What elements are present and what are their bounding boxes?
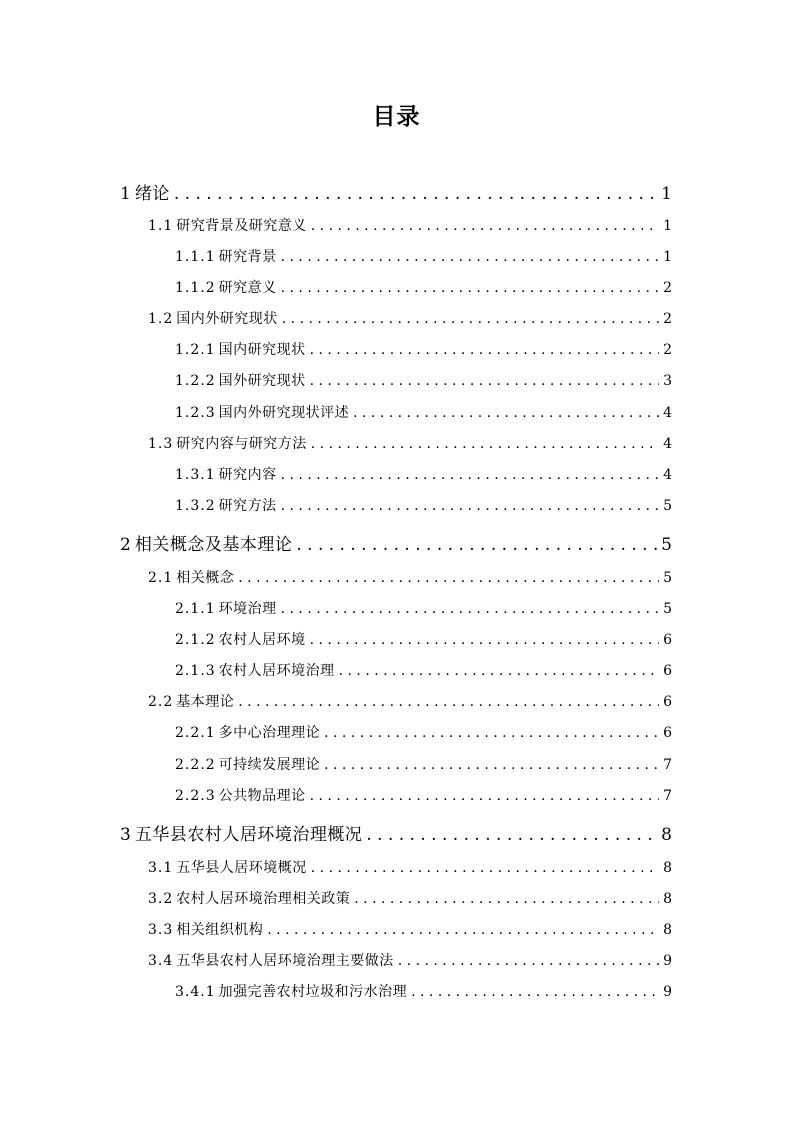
- toc-entry-number: 1.2.3: [175, 405, 216, 421]
- toc-dot-leader: [411, 984, 659, 1000]
- toc-page-number: 7: [663, 757, 672, 773]
- toc-dot-leader: [366, 825, 657, 845]
- toc-entry-title: 公共物品理论: [218, 788, 306, 804]
- toc-entry-level3[interactable]: [175, 981, 672, 1005]
- toc-entry-number: 2.2.3: [175, 788, 216, 804]
- toc-page-number: 2: [663, 311, 672, 327]
- toc-entry-title: 五华县农村人居环境治理主要做法: [176, 953, 394, 969]
- toc-entry-number: 1.1.1: [175, 249, 216, 265]
- toc-dot-leader: [281, 467, 659, 483]
- toc-entry-title: 国内外研究现状评述: [218, 405, 350, 421]
- toc-page-number: 4: [663, 405, 672, 421]
- toc-entry-title: 农村人居环境治理: [218, 663, 335, 679]
- toc-dot-leader: [324, 725, 659, 741]
- toc-entry-level2[interactable]: [148, 888, 672, 912]
- toc-dot-leader: [310, 788, 659, 804]
- toc-dot-leader: [310, 373, 659, 389]
- toc-dot-leader: [324, 757, 659, 773]
- toc-page-number: 4: [663, 467, 672, 483]
- toc-entry-number: 2.1.2: [175, 632, 216, 648]
- toc-entry-level3[interactable]: [175, 402, 672, 426]
- toc-entry-number: 3.1: [148, 860, 174, 876]
- toc-entry-number: 2.1.3: [175, 663, 216, 679]
- toc-dot-leader: [311, 218, 659, 234]
- toc-entry-level1[interactable]: [120, 179, 672, 207]
- toc-page-number: 6: [663, 694, 672, 710]
- toc-entry-level3[interactable]: [175, 660, 672, 684]
- toc-entry-title: 研究意义: [218, 280, 277, 296]
- toc-dot-leader: [311, 436, 659, 452]
- toc-page-number: 5: [663, 570, 672, 586]
- toc-entry-level3[interactable]: [175, 246, 672, 270]
- toc-dot-leader: [281, 498, 659, 514]
- toc-page-number: 1: [663, 218, 672, 234]
- toc-dot-leader: [238, 694, 659, 710]
- toc-entry-title: 加强完善农村垃圾和污水治理: [218, 984, 408, 1000]
- toc-page-number: 6: [663, 663, 672, 679]
- toc-entry-title: 相关概念及基本理论: [134, 535, 293, 555]
- toc-dot-leader: [353, 405, 659, 421]
- toc-entry-title: 相关概念: [176, 570, 235, 586]
- toc-entry-number: 2.2: [148, 694, 174, 710]
- toc-entry-number: 1.1: [148, 218, 174, 234]
- toc-entry-number: 3.4: [148, 953, 174, 969]
- toc-page-number: 6: [663, 632, 672, 648]
- toc-entry-level1[interactable]: [120, 820, 672, 848]
- toc-entry-title: 研究背景及研究意义: [176, 218, 307, 234]
- toc-page-number: 6: [663, 725, 672, 741]
- toc-page-number: 9: [663, 984, 672, 1000]
- toc-dot-leader: [311, 860, 659, 876]
- toc-entry-number: 2.1: [148, 570, 174, 586]
- toc-entry-level1[interactable]: [120, 530, 672, 558]
- toc-entry-title: 农村人居环境: [218, 632, 306, 648]
- toc-entry-level2[interactable]: [148, 919, 672, 943]
- toc-entry-number: 3.2: [148, 891, 174, 907]
- toc-entry-number: 1.1.2: [175, 280, 216, 296]
- toc-page-number: 2: [663, 280, 672, 296]
- toc-entry-level2[interactable]: [148, 308, 672, 332]
- toc-entry-number: 1.3.1: [175, 467, 216, 483]
- toc-entry-title: 研究方法: [218, 498, 277, 514]
- toc-entry-number: 2.1.1: [175, 601, 216, 617]
- toc-dot-leader: [281, 249, 659, 265]
- toc-entry-level3[interactable]: [175, 370, 672, 394]
- toc-dot-leader: [339, 663, 659, 679]
- toc-entry-title: 可持续发展理论: [218, 757, 321, 773]
- toc-page-number: 8: [663, 891, 672, 907]
- toc-entry-number: 1.2.2: [175, 373, 216, 389]
- toc-page-number: 1: [661, 184, 672, 204]
- toc-page-number: 5: [663, 498, 672, 514]
- toc-entry-title: 环境治理: [218, 601, 277, 617]
- toc-entry-number: 1.3: [148, 436, 174, 452]
- toc-entry-title: 农村人居环境治理相关政策: [176, 891, 351, 907]
- toc-dot-leader: [310, 342, 659, 358]
- toc-dot-leader: [398, 953, 659, 969]
- toc-page-number: 9: [663, 953, 672, 969]
- toc-entry-number: 2.2.1: [175, 725, 216, 741]
- toc-entry-title: 五华县人居环境概况: [176, 860, 307, 876]
- toc-page-number: 7: [663, 788, 672, 804]
- toc-entry-title: 多中心治理理论: [218, 725, 321, 741]
- toc-entry-level3[interactable]: [175, 754, 672, 778]
- toc-entry-title: 绪论: [134, 184, 170, 204]
- toc-dot-leader: [310, 632, 659, 648]
- toc-entry-number: 2: [120, 535, 132, 555]
- toc-entry-title: 研究内容与研究方法: [176, 436, 307, 452]
- toc-entry-number: 1.2.1: [175, 342, 216, 358]
- toc-entry-level2[interactable]: [148, 215, 672, 239]
- toc-entry-number: 1: [120, 184, 132, 204]
- toc-dot-leader: [281, 601, 659, 617]
- toc-page-number: 8: [663, 922, 672, 938]
- toc-page-number: 2: [663, 342, 672, 358]
- toc-entry-level3[interactable]: [175, 598, 672, 622]
- toc-dot-leader: [238, 570, 659, 586]
- toc-entry-title: 国内外研究现状: [176, 311, 278, 327]
- toc-entry-number: 1.2: [148, 311, 174, 327]
- toc-dot-leader: [296, 535, 657, 555]
- toc-entry-number: 2.2.2: [175, 757, 216, 773]
- toc-entry-level3[interactable]: [175, 785, 672, 809]
- toc-dot-leader: [267, 922, 659, 938]
- page-title: 目录: [372, 104, 421, 130]
- toc-dot-leader: [282, 311, 659, 327]
- toc-entry-level2[interactable]: [148, 950, 672, 974]
- toc-entry-level3[interactable]: [175, 722, 672, 746]
- toc-page-number: 8: [663, 860, 672, 876]
- toc-entry-number: 3.3: [148, 922, 174, 938]
- toc-entry-title: 五华县农村人居环境治理概况: [134, 825, 363, 845]
- toc-entry-number: 3: [120, 825, 132, 845]
- toc-entry-title: 研究内容: [218, 467, 277, 483]
- toc-dot-leader: [281, 280, 659, 296]
- toc-entry-level2[interactable]: [148, 691, 672, 715]
- toc-page-number: 5: [663, 601, 672, 617]
- toc-entry-title: 基本理论: [176, 694, 235, 710]
- toc-entry-title: 相关组织机构: [176, 922, 264, 938]
- toc-entry-level2[interactable]: [148, 567, 672, 591]
- toc-dot-leader: [174, 184, 657, 204]
- toc-entry-number: 3.4.1: [175, 984, 216, 1000]
- toc-entry-level3[interactable]: [175, 339, 672, 363]
- toc-entry-title: 国外研究现状: [218, 373, 306, 389]
- toc-entry-level3[interactable]: [175, 495, 672, 519]
- toc-entry-level3[interactable]: [175, 464, 672, 488]
- toc-entry-level2[interactable]: [148, 857, 672, 881]
- toc-dot-leader: [354, 891, 659, 907]
- toc-entry-level3[interactable]: [175, 629, 672, 653]
- toc-page-number: 3: [663, 373, 672, 389]
- toc-page-number: 8: [661, 825, 672, 845]
- toc-entry-level2[interactable]: [148, 433, 672, 457]
- toc-entry-level3[interactable]: [175, 277, 672, 301]
- toc-entry-title: 国内研究现状: [218, 342, 306, 358]
- toc-page-number: 5: [661, 535, 672, 555]
- toc-entry-number: 1.3.2: [175, 498, 216, 514]
- toc-entry-title: 研究背景: [218, 249, 277, 265]
- toc-page-number: 4: [663, 436, 672, 452]
- toc-page-number: 1: [663, 249, 672, 265]
